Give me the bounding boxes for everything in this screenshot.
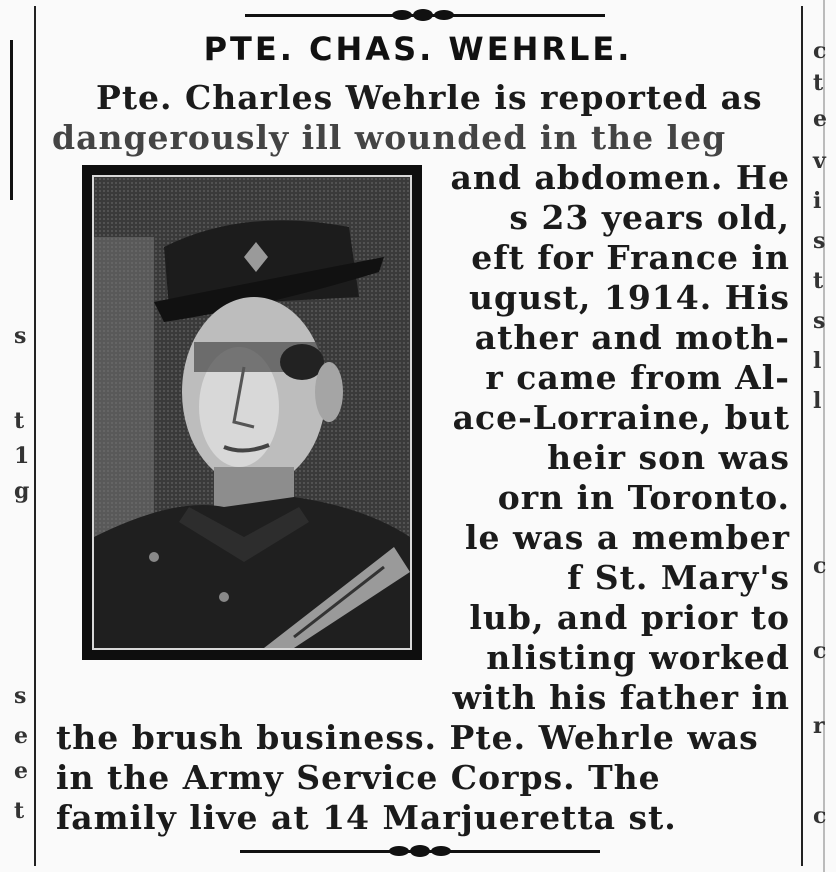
neighbor-column-fragment: e xyxy=(14,723,28,749)
neighbor-column-fragment: e xyxy=(14,758,28,784)
neighbor-column-fragment: v xyxy=(813,148,826,174)
neighbor-column-fragment: i xyxy=(813,188,822,214)
article-line: heir son was xyxy=(547,438,790,477)
right-column-rule xyxy=(801,6,803,866)
soldier-portrait-image xyxy=(94,177,410,648)
neighbor-column-fragment: c xyxy=(813,38,827,64)
article-line: with his father in xyxy=(452,678,790,717)
article-line: Pte. Charles Wehrle is reported as xyxy=(96,78,763,117)
neighbor-column-fragment: s xyxy=(14,683,27,709)
article-line: f St. Mary's xyxy=(567,558,790,597)
article-line: ather and moth- xyxy=(474,318,790,357)
neighbor-column-fragment: c xyxy=(813,553,827,579)
portrait-photo xyxy=(92,175,412,650)
neighbor-column-fragment: l xyxy=(813,348,822,374)
article-line: s 23 years old, xyxy=(509,198,790,237)
article-line: dangerously ill wounded in the leg xyxy=(52,118,727,157)
neighbor-column-fragment: s xyxy=(813,228,826,254)
article-line: ace-Lorraine, but xyxy=(452,398,790,437)
neighbor-column-fragment: s xyxy=(14,323,27,349)
neighbor-column-fragment: c xyxy=(813,638,827,664)
article-line: orn in Toronto. xyxy=(497,478,790,517)
left-edge-rule xyxy=(10,40,13,200)
article-line: the brush business. Pte. Wehrle was xyxy=(56,718,759,757)
neighbor-column-fragment: g xyxy=(14,478,30,504)
neighbor-column-fragment: c xyxy=(813,803,827,829)
article-line: in the Army Service Corps. The xyxy=(56,758,661,797)
article-line: ugust, 1914. His xyxy=(469,278,790,317)
neighbor-column-fragment: t xyxy=(813,268,824,294)
article-line: nlisting worked xyxy=(486,638,790,677)
neighbor-column-fragment: s xyxy=(813,308,826,334)
neighbor-column-fragment: t xyxy=(813,70,824,96)
article-line: and abdomen. He xyxy=(450,158,790,197)
top-ornament-icon xyxy=(388,8,458,22)
bottom-ornament-icon xyxy=(385,844,455,858)
portrait-photo-frame xyxy=(82,165,422,660)
neighbor-column-fragment: 1 xyxy=(14,443,30,469)
neighbor-column-fragment: e xyxy=(813,106,827,132)
neighbor-column-fragment: l xyxy=(813,388,822,414)
article-line: r came from Al- xyxy=(485,358,790,397)
article-line: family live at 14 Marjueretta st. xyxy=(56,798,677,837)
neighbor-column-fragment: r xyxy=(813,713,825,739)
article-line: lub, and prior to xyxy=(469,598,790,637)
neighbor-column-fragment: t xyxy=(14,408,25,434)
neighbor-column-fragment: t xyxy=(14,798,25,824)
article-headline: PTE. CHAS. WEHRLE. xyxy=(203,30,633,68)
article-line: eft for France in xyxy=(471,238,790,277)
article-line: le was a member xyxy=(464,518,790,557)
left-column-rule xyxy=(34,6,36,866)
